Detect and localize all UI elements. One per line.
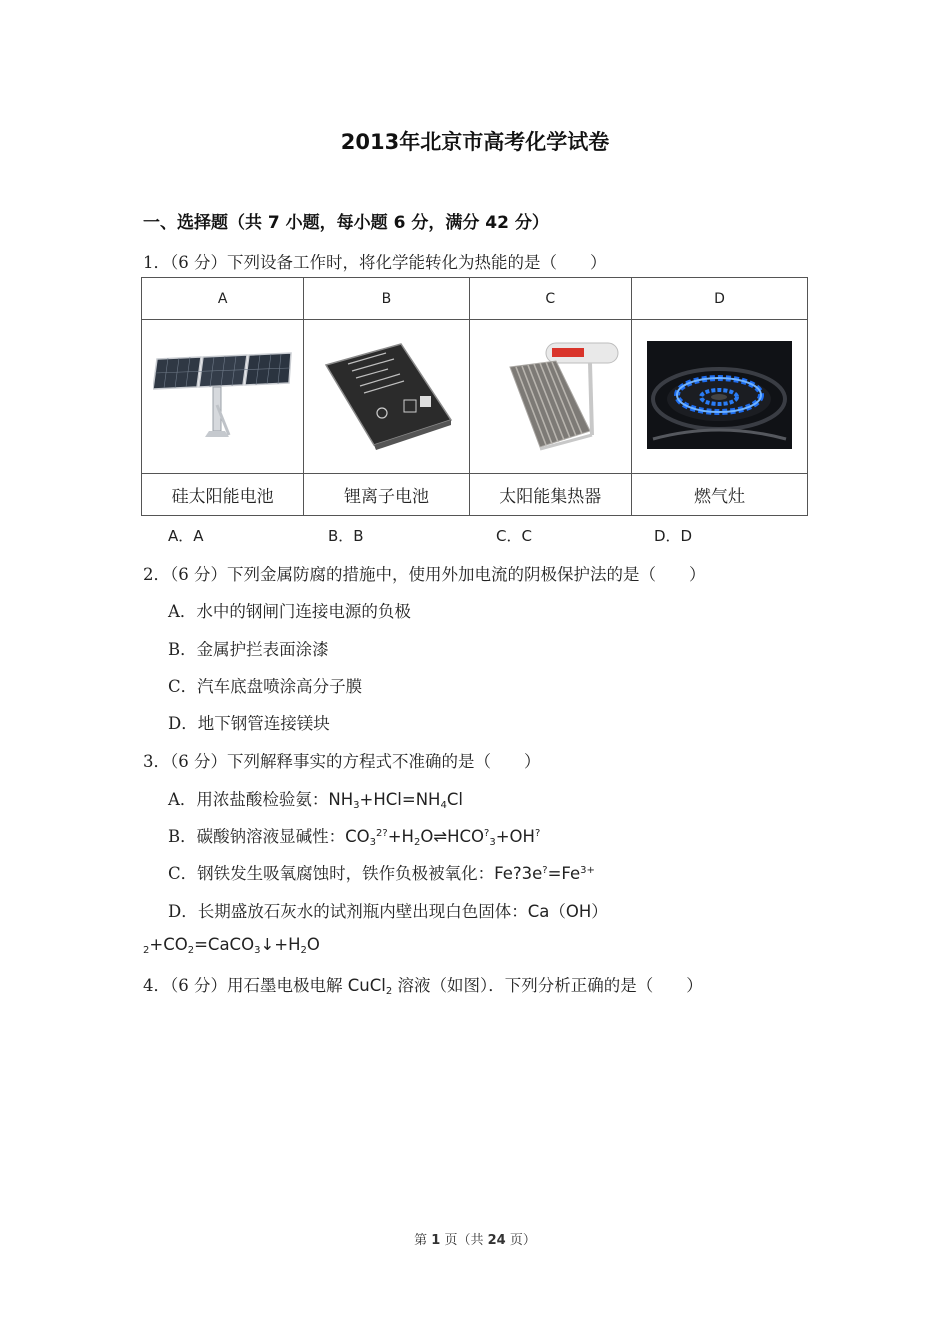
choice-a: A．A <box>168 527 204 545</box>
page-title: 2013年北京市高考化学试卷 <box>340 130 610 154</box>
question-1-table <box>141 277 808 516</box>
option-d-text: D．长期盛放石灰水的试剂瓶内壁出现白色固体： <box>168 902 528 921</box>
water-heater-icon <box>480 335 620 455</box>
solar-collector-image <box>469 320 631 474</box>
choice-d: D．D <box>654 527 693 545</box>
gas-flame-icon <box>647 341 792 449</box>
solar-panel-image <box>142 320 304 474</box>
label-d: 燃气灶 <box>631 474 807 516</box>
page-footer: 第 1 页（共 24 页） <box>414 1233 536 1248</box>
label-b: 锂离子电池 <box>304 474 469 516</box>
choice-b: B．B <box>328 527 364 545</box>
question-4-stem: 4．（6 分）用石墨电极电解 CuCl$_2$ 溶液（如图）．下列分析正确的是（ ） <box>143 976 703 997</box>
question-3-option-a <box>168 786 463 811</box>
label-a: 硅太阳能电池 <box>142 474 304 516</box>
question-2-stem: 2．（6 分）下列金属防腐的措施中，使用外加电流的阴极保护法的是（ ） <box>143 565 706 584</box>
header-a: A <box>142 278 304 320</box>
choice-c: C．C <box>496 527 532 545</box>
lithium-battery-image <box>304 320 469 474</box>
option-c-formula: $Fe?3e^?=Fe^{3+}$ <box>494 864 595 883</box>
question-2-option-d: D．地下钢管连接镁块 <box>168 714 330 733</box>
option-c-text: C．钢铁发生吸氧腐蚀时，铁作负极被氧化： <box>168 864 495 883</box>
total-pages: 24 <box>487 1233 506 1248</box>
question-3-option-c <box>168 860 595 884</box>
question-3-stem: 3．（6 分）下列解释事实的方程式不准确的是（ ） <box>143 752 541 771</box>
label-c: 太阳能集热器 <box>469 474 631 516</box>
option-b-formula: $CO_3^{2?}+H_2O\rightleftharpoons HCO^?_3+OH^?$ <box>345 827 541 848</box>
header-b: B <box>304 278 469 320</box>
option-a-text: A．用浓盐酸检验氨： <box>168 790 329 809</box>
header-d: D <box>631 278 807 320</box>
option-a-formula: $NH_3+HCl=NH_4Cl$ <box>328 790 463 811</box>
battery-icon <box>316 340 456 450</box>
solar-panel-icon <box>153 347 293 442</box>
option-b-text: B．碳酸钠溶液显碱性： <box>168 827 346 846</box>
question-3-option-d-continued <box>143 935 320 956</box>
gas-stove-image <box>631 320 807 474</box>
option-d-formula-start: Ca（OH） <box>527 902 608 921</box>
question-3-option-b <box>168 823 540 848</box>
question-2-option-a: A．水中的钢闸门连接电源的负极 <box>168 602 411 621</box>
question-3-option-d <box>168 898 608 922</box>
option-d-formula-end: $_2+CO_2=CaCO_3↓+H_2O$ <box>143 935 320 956</box>
current-page: 1 <box>431 1233 441 1248</box>
question-1-stem: 1．（6 分）下列设备工作时，将化学能转化为热能的是（ ） <box>143 253 607 272</box>
header-c: C <box>469 278 631 320</box>
section-heading: 一、选择题（共 7 小题，每小题 6 分，满分 42 分） <box>143 213 549 233</box>
question-2-option-c: C．汽车底盘喷涂高分子膜 <box>168 677 363 696</box>
question-2-option-b: B．金属护拦表面涂漆 <box>168 640 329 659</box>
